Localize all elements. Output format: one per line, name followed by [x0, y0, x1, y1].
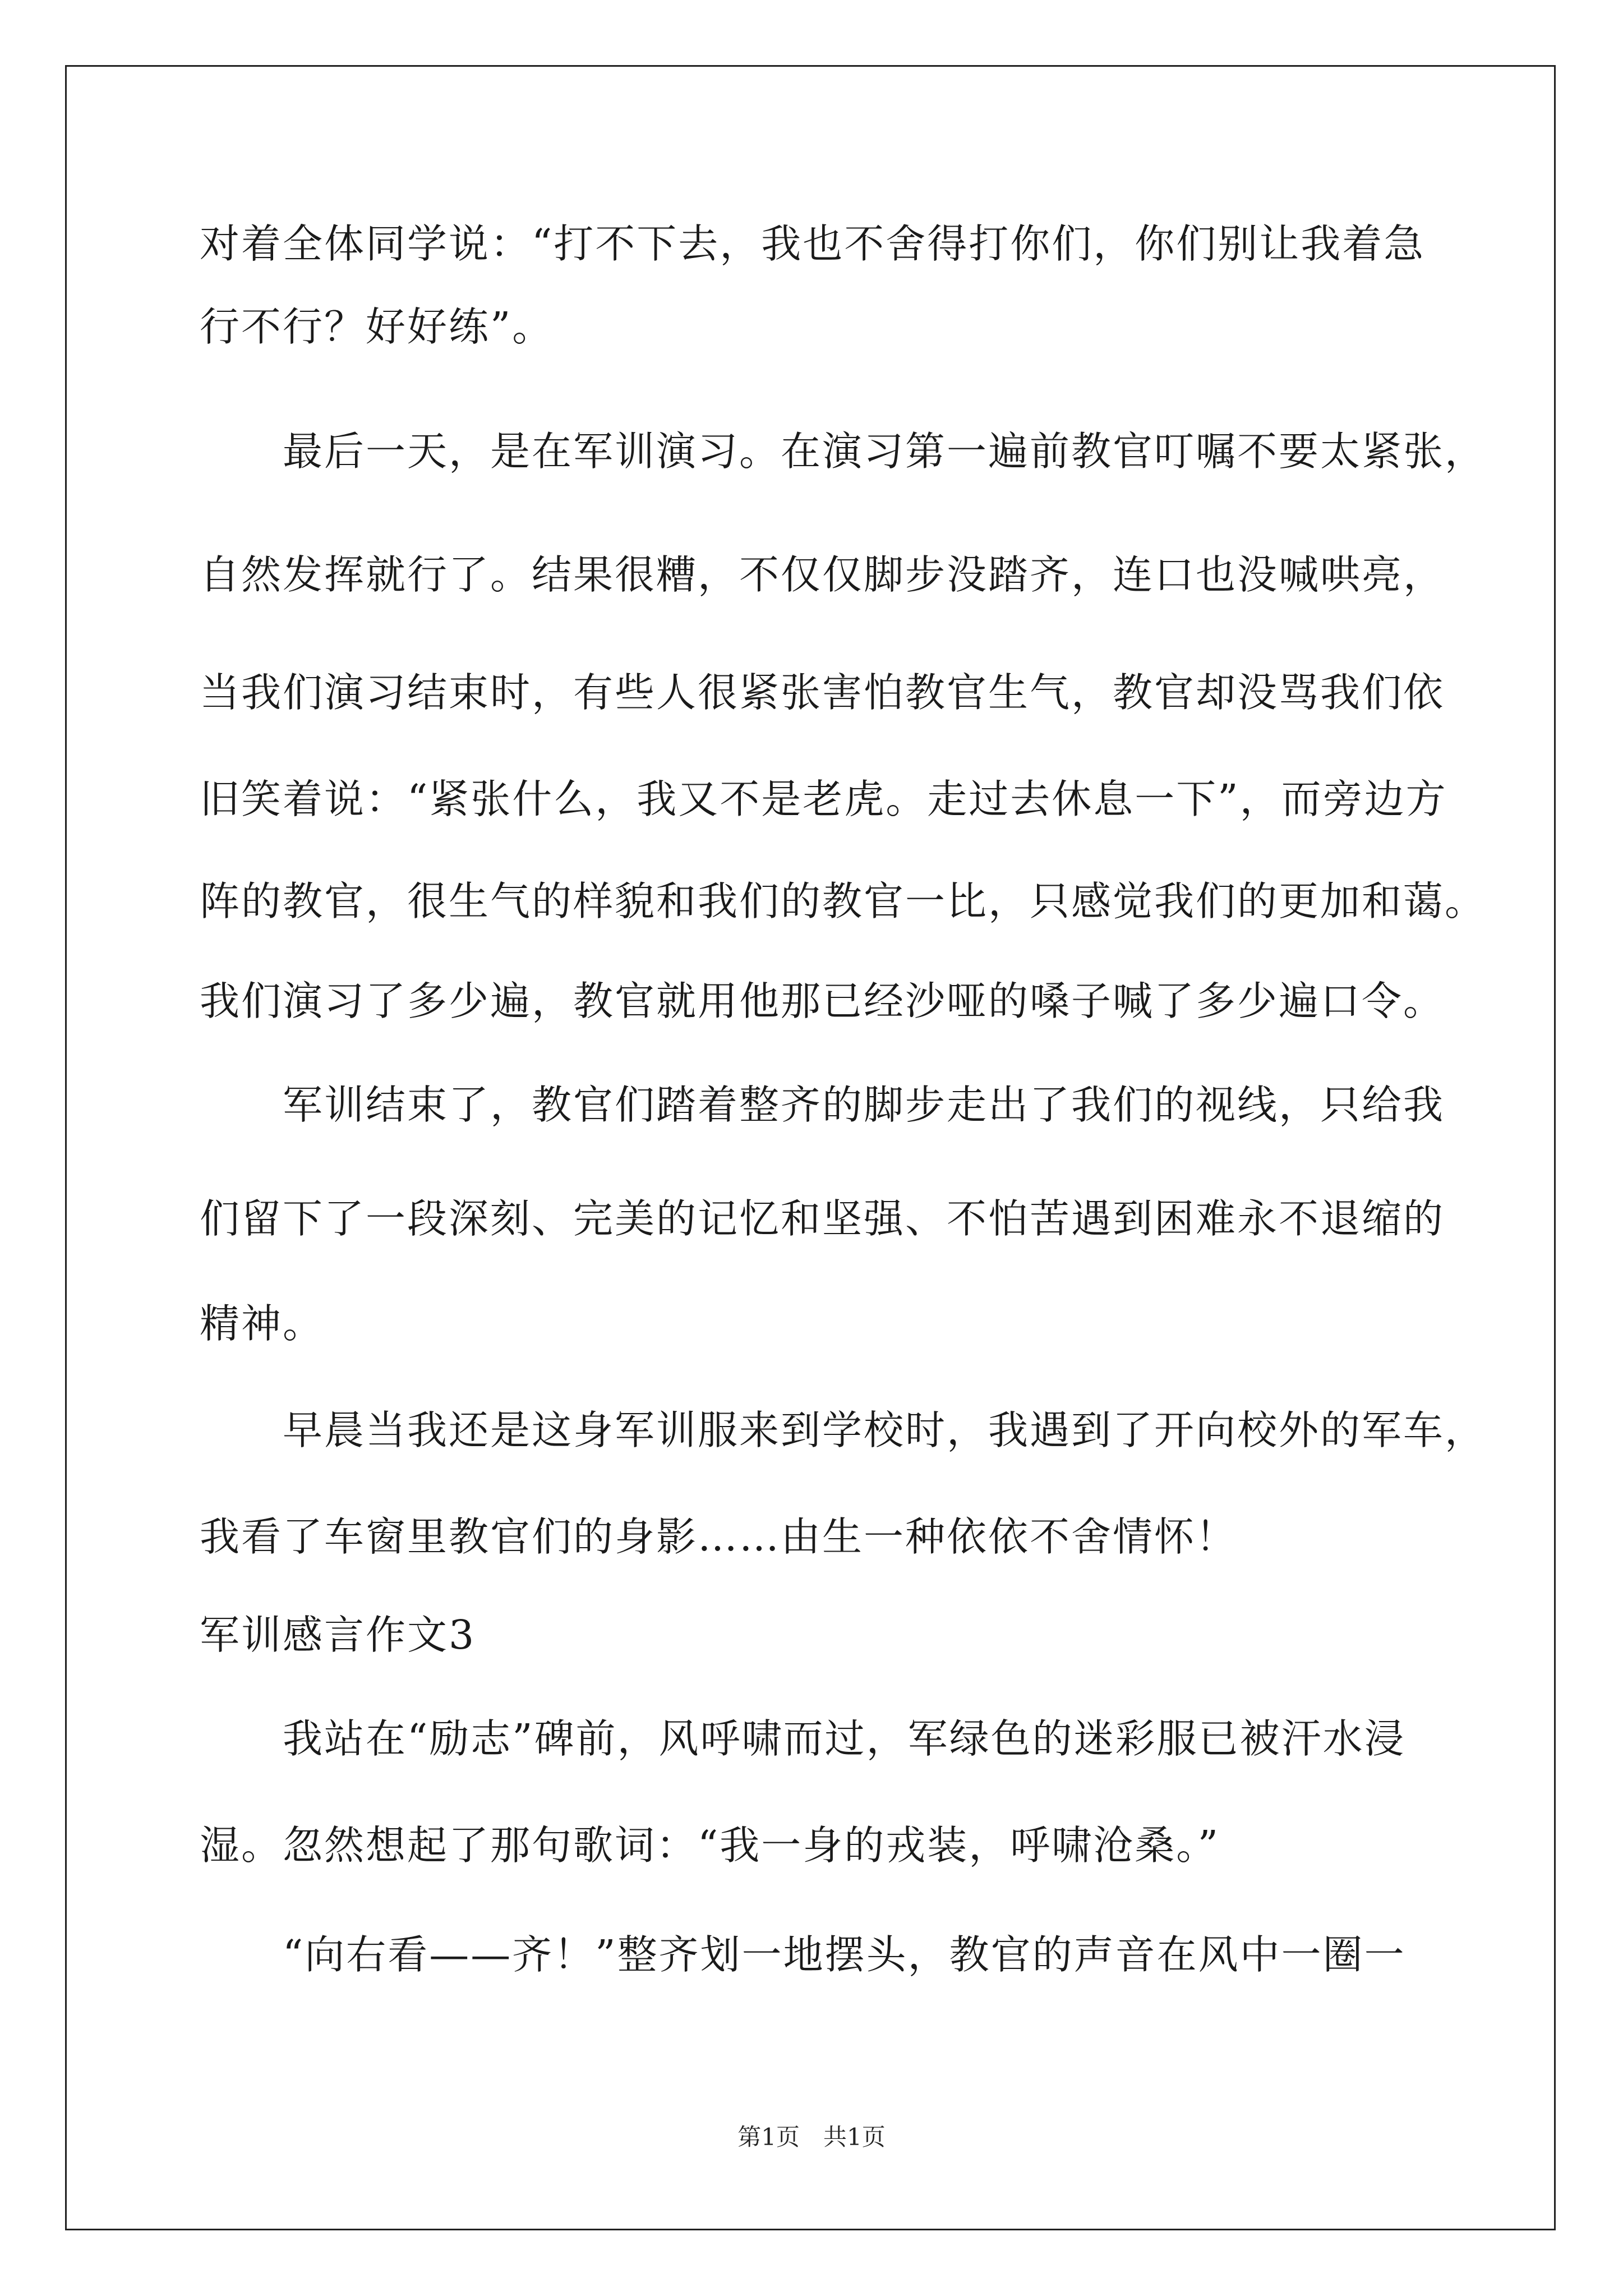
page-border — [65, 65, 1556, 2230]
text-line: 我们演习了多少遍，教官就用他那已经沙哑的嗓子喊了多少遍口令。 — [200, 978, 1445, 1024]
text-line: 军训结束了，教官们踏着整齐的脚步走出了我们的视线，只给我 — [200, 1082, 1445, 1128]
page-footer: 第1页 共1页 — [737, 2123, 886, 2151]
text-line: 行不行？好好练”。 — [200, 303, 554, 350]
section-heading: 军训感言作文3 — [200, 1612, 476, 1658]
text-line: 我看了车窗里教官们的身影……由生一种依依不舍情怀！ — [200, 1513, 1238, 1560]
text-line: 旧笑着说：“紧张什么，我又不是老虎。走过去休息一下”，而旁边方 — [200, 776, 1447, 822]
text-line: 们留下了一段深刻、完美的记忆和坚强、不怕苦遇到困难永不退缩的 — [200, 1195, 1445, 1242]
text-line: 最后一天，是在军训演习。在演习第一遍前教官叮嘱不要太紧张， — [200, 428, 1487, 475]
text-line: 对着全体同学说：“打不下去，我也不舍得打你们，你们别让我着急 — [200, 220, 1426, 267]
text-line: 精神。 — [200, 1300, 325, 1347]
text-line: 当我们演习结束时，有些人很紧张害怕教官生气，教官却没骂我们依 — [200, 669, 1445, 716]
text-line: 早晨当我还是这身军训服来到学校时，我遇到了开向校外的军车， — [200, 1407, 1487, 1453]
text-line: “向右看——齐！”整齐划一地摆头，教官的声音在风中一圈一 — [200, 1931, 1406, 1978]
text-line: 湿。忽然想起了那句歌词：“我一身的戎装，呼啸沧桑。” — [200, 1822, 1220, 1869]
text-line: 我站在“励志”碑前，风呼啸而过，军绿色的迷彩服已被汗水浸 — [200, 1715, 1406, 1762]
text-line: 阵的教官，很生气的样貌和我们的教官一比，只感觉我们的更加和蔼。 — [200, 878, 1487, 924]
text-line: 自然发挥就行了。结果很糟，不仅仅脚步没踏齐，连口也没喊哄亮， — [200, 551, 1445, 598]
